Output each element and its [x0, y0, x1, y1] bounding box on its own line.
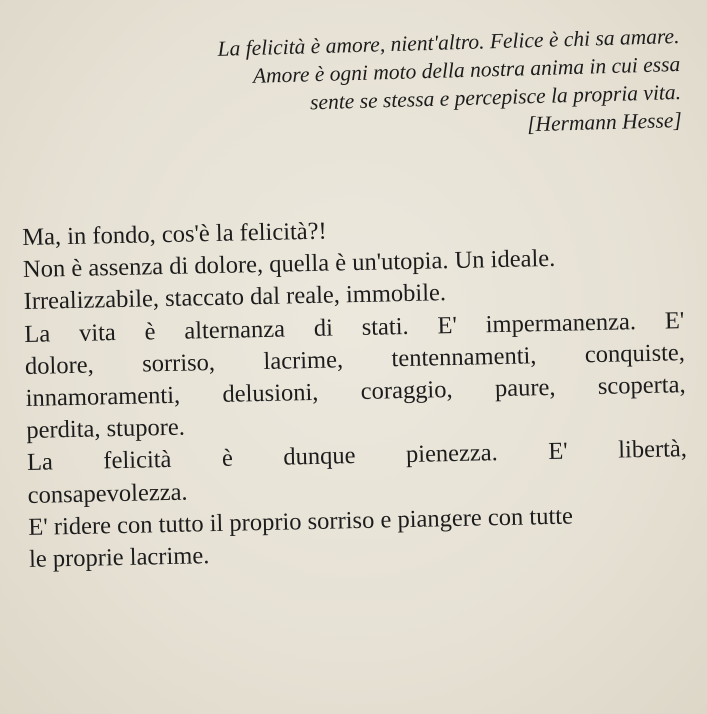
body-paragraphs: [22, 208, 689, 576]
body-line: perdita, stupore.: [26, 413, 186, 445]
body-line: La felicità è dunque pienezza. E' libertà,: [26, 435, 688, 477]
body-line: dolore, sorriso, lacrime, tentennamenti, conquiste,: [24, 338, 686, 380]
epigraph-line: La felicità è amore, nient'altro. Felice è chi sa amare.: [217, 23, 680, 61]
body-line: Non è assenza di dolore, quella è un'utopia. Un ideale.: [22, 245, 556, 284]
body-line: innamoramenti, delusioni, coraggio, paure, scoperta,: [25, 371, 686, 412]
body-line: consapevolezza.: [27, 478, 188, 509]
epigraph-quote: [79, 22, 682, 151]
epigraph-attribution: [Hermann Hesse]: [526, 107, 683, 137]
body-line: La vita è alternanza di stati. E' impermanenza. E': [24, 306, 685, 348]
body-line: le proprie lacrime.: [28, 542, 210, 573]
body-line: E' ridere con tutto il proprio sorriso e piangere con tutte: [28, 502, 574, 541]
body-line: Ma, in fondo, cos'è la felicità?!: [22, 217, 327, 251]
body-line: Irrealizzabile, staccato dal reale, immobile.: [23, 279, 447, 316]
epigraph-line: Amore è ogni moto della nostra anima in cui essa: [252, 51, 681, 88]
epigraph-line: sente se stessa e percepisce la propria vita.: [309, 79, 682, 115]
